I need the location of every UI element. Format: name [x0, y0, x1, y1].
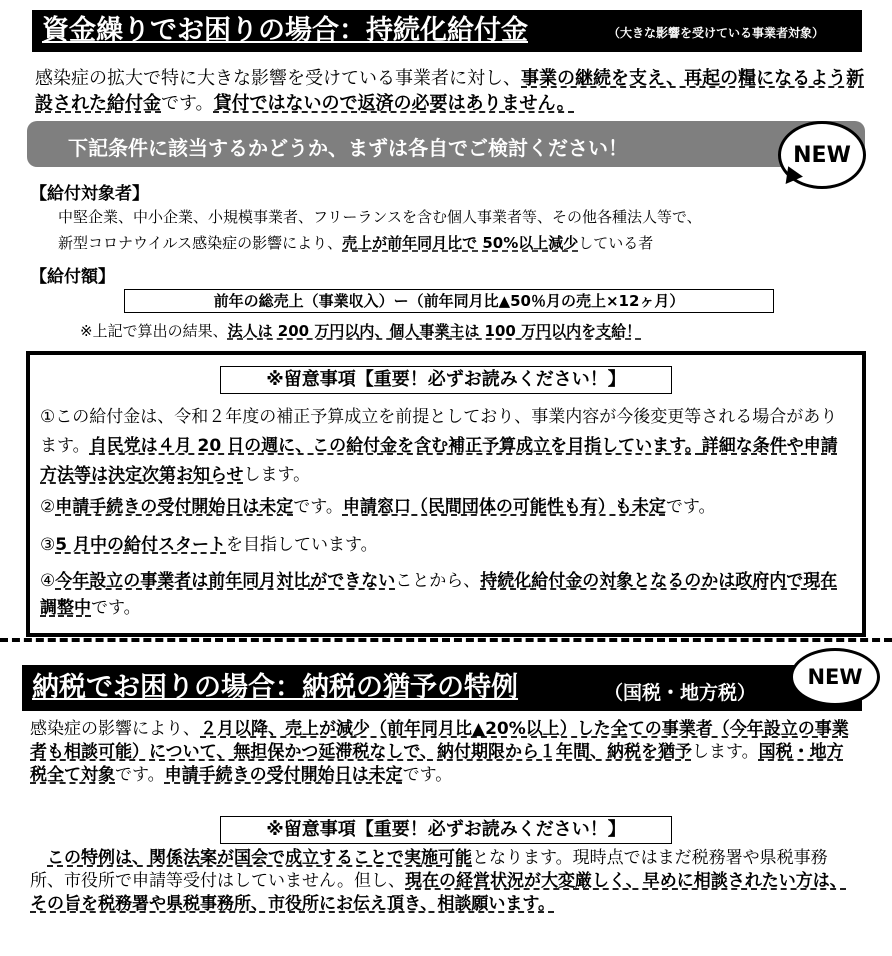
- notice2-title: ※留意事項【重要！必ずお読みください！】: [220, 816, 672, 844]
- amount-note: ※上記で算出の結果、法人は 200 万円以内、個人事業主は 100 万円以内を支給！: [80, 322, 642, 340]
- target-heading: 【給付対象者】: [30, 184, 149, 204]
- amount-formula: 前年の総売上（事業収入）ー（前年同月比▲50％月の売上×12ヶ月）: [124, 289, 774, 313]
- section-divider: [0, 638, 892, 642]
- condition-banner-text: 下記条件に該当するかどうか、まずは各自でご検討ください！: [68, 136, 628, 160]
- section2-body: 感染症の影響により、２月以降、売上が減少（前年同月比▲20%以上）した全ての事業者（今年設立の事業者も相談可能）について、無担保かつ延滞税なしで、納付期限から１年間、納税を猶予します。国税・地方税全て対象です。申請手続きの受付開始日は未定です。: [30, 719, 849, 785]
- section1-title-note: （大きな影響を受けている事業者対象）: [608, 26, 825, 40]
- section2-title-note: （国税・地方税）: [604, 682, 757, 704]
- amount-heading: 【給付額】: [30, 267, 115, 287]
- section1-intro: 感染症の拡大で特に大きな影響を受けている事業者に対し、事業の継続を支え、再起の糧になるよう新設された給付金です。貸付ではないので返済の必要はありません。: [35, 68, 865, 114]
- target-line2: 新型コロナウイルス感染症の影響により、売上が前年同月比で 50%以上減少している者: [58, 234, 654, 252]
- notice2-body: この特例は、関係法案が国会で成立することで実施可能となります。現時点ではまだ税務署や県税事務所、市役所で申請等受付はしていません。但し、現在の経営状況が大変厳しく、早めに相談されたい方は、その旨を税務署や県税事務所、市役所にお伝え頂き、相談願います。: [30, 848, 847, 914]
- notice1-item1: ①この給付金は、令和２年度の補正予算成立を前提としており、事業内容が今後変更等される場合があります。自民党は４月 20 日の週に、この給付金を含む補正予算成立を目指しています。詳細な条件や申請方法等は決定次第お知らせします。: [40, 407, 838, 485]
- new-badge-1-label: NEW: [793, 142, 851, 168]
- new-badge-2: [790, 648, 880, 706]
- section2-title: 納税でお困りの場合：納税の猶予の特例: [32, 672, 518, 703]
- new-badge-2-label: NEW: [807, 665, 863, 689]
- notice1-item4: ④今年設立の事業者は前年同月対比ができないことから、持続化給付金の対象となるのかは政府内で現在調整中です。: [40, 571, 838, 618]
- target-line1: 中堅企業、中小企業、小規模事業者、フリーランスを含む個人事業者等、その他各種法人等で、: [58, 208, 702, 226]
- section1-title: 資金繰りでお困りの場合：持続化給付金: [42, 15, 528, 46]
- notice1-item2: ②申請手続きの受付開始日は未定です。申請窓口（民間団体の可能性も有）も未定です。: [40, 497, 716, 517]
- notice1-title: ※留意事項【重要！必ずお読みください！】: [220, 366, 672, 394]
- notice1-item3: ③5 月中の給付スタートを目指しています。: [40, 535, 378, 555]
